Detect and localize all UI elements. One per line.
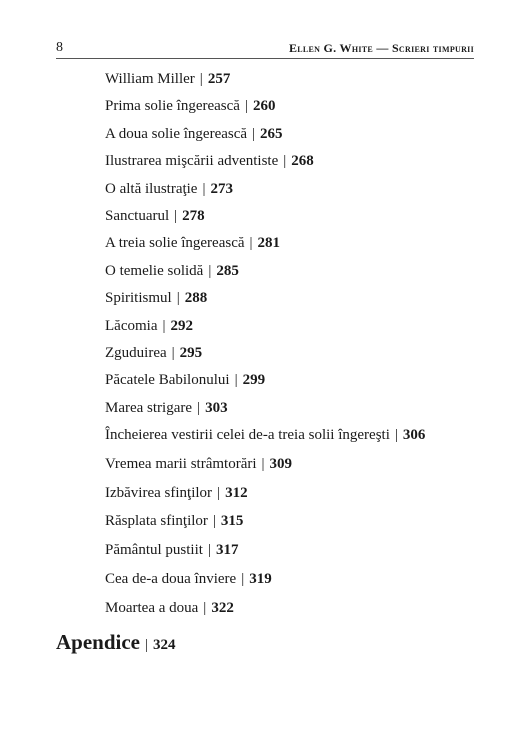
toc-separator: | xyxy=(197,400,201,416)
toc-entry-page: 309 xyxy=(269,456,293,472)
toc-separator: | xyxy=(203,600,207,616)
toc-entry-title: O temelie solidă xyxy=(105,263,204,279)
toc-entry-page: 273 xyxy=(210,181,233,197)
toc-entry-page: 306 xyxy=(402,427,426,443)
toc-entry-page: 288 xyxy=(184,290,208,306)
toc-separator: | xyxy=(283,153,287,169)
toc-entry-title: O altă ilustraţie xyxy=(105,181,198,197)
toc-separator: | xyxy=(174,208,178,224)
toc-entry-title: Prima solie îngerească xyxy=(105,98,240,114)
toc-entry xyxy=(105,70,230,89)
toc-entry-title: Zguduirea xyxy=(105,345,167,361)
toc-separator: | xyxy=(208,263,212,279)
toc-entry-page: 260 xyxy=(252,98,276,114)
toc-entry-page: 265 xyxy=(260,126,283,142)
toc-entry-title: Cea de-a doua înviere xyxy=(105,571,237,587)
toc-entry xyxy=(105,207,205,226)
toc-separator: | xyxy=(145,637,149,653)
appendix-page: 324 xyxy=(153,637,176,653)
appendix-entry xyxy=(56,630,176,655)
toc-separator: | xyxy=(252,126,256,142)
toc-entry-page: 292 xyxy=(170,318,193,334)
toc-entry-title: Izbăvirea sfinţilor xyxy=(105,485,213,501)
toc-entry-title: Spiritismul xyxy=(105,290,172,306)
toc-entry-title: Păcatele Babilonului xyxy=(105,372,230,388)
toc-separator: | xyxy=(217,485,221,501)
toc-entry-page: 278 xyxy=(182,208,205,224)
toc-entry-page: 299 xyxy=(242,372,266,388)
toc-separator: | xyxy=(241,571,245,587)
toc-separator: | xyxy=(212,513,216,529)
toc-entry xyxy=(105,262,239,281)
page-header xyxy=(56,40,474,59)
toc-separator: | xyxy=(261,456,265,472)
toc-separator: | xyxy=(162,318,166,334)
toc-entry-page: 303 xyxy=(205,400,228,416)
toc-entry-title: Marea strigare xyxy=(105,400,193,416)
toc-entry xyxy=(105,399,228,418)
toc-entry xyxy=(105,371,265,390)
toc-entry-page: 322 xyxy=(211,600,234,616)
toc-separator: | xyxy=(207,542,211,558)
toc-separator: | xyxy=(394,427,398,443)
toc-entry-page: 257 xyxy=(207,71,231,87)
toc-entry-page: 319 xyxy=(249,571,272,587)
toc-entry-page: 285 xyxy=(216,263,239,279)
toc-entry-page: 317 xyxy=(215,542,239,558)
toc-entry xyxy=(105,289,207,308)
toc-entry xyxy=(105,599,234,618)
toc-entry-title: Răsplata sfinţilor xyxy=(105,513,208,529)
toc-entry-title: Moartea a doua xyxy=(105,600,199,616)
toc-entry xyxy=(105,541,238,560)
toc-entry xyxy=(105,152,314,171)
toc-entry xyxy=(105,455,292,474)
toc-entry xyxy=(105,180,233,199)
toc-entry-page: 295 xyxy=(179,345,203,361)
toc-entry xyxy=(105,512,243,531)
appendix-title: Apendice xyxy=(56,630,140,654)
toc-entry xyxy=(105,426,425,445)
toc-entry xyxy=(105,234,280,253)
toc-entry xyxy=(105,570,272,589)
toc-separator: | xyxy=(249,235,253,251)
toc-entry xyxy=(105,97,275,116)
toc-entry xyxy=(105,344,202,363)
toc-separator: | xyxy=(244,98,248,114)
toc-entry xyxy=(105,484,248,503)
running-head: Ellen G. White — Scrieri timpurii xyxy=(288,41,474,55)
toc-entry-title: Lăcomia xyxy=(105,318,158,334)
toc-entry-title: Sanctuarul xyxy=(105,208,170,224)
toc-entry-page: 281 xyxy=(257,235,281,251)
toc-entry xyxy=(105,317,193,336)
toc-entry-title: A treia solie îngerească xyxy=(105,235,245,251)
toc-separator: | xyxy=(202,181,206,197)
page-number: 8 xyxy=(56,40,63,55)
toc-entry-title: Încheierea vestirii celei de-a treia solii îngereşti xyxy=(105,427,390,443)
toc-entry-title: Vremea marii strâmtorări xyxy=(105,456,257,472)
toc-entry xyxy=(105,125,283,144)
toc-separator: | xyxy=(199,71,203,87)
toc-entry-title: William Miller xyxy=(105,71,195,87)
toc-entry-title: Pământul pustiit xyxy=(105,542,203,558)
toc-separator: | xyxy=(176,290,180,306)
toc-separator: | xyxy=(234,372,238,388)
toc-entry-page: 315 xyxy=(220,513,244,529)
toc-entry-page: 268 xyxy=(291,153,314,169)
toc-separator: | xyxy=(171,345,175,361)
toc-entry-title: A doua solie îngerească xyxy=(105,126,248,142)
toc-entry-title: Ilustrarea mişcării adventiste xyxy=(105,153,279,169)
toc-entry-page: 312 xyxy=(225,485,248,501)
